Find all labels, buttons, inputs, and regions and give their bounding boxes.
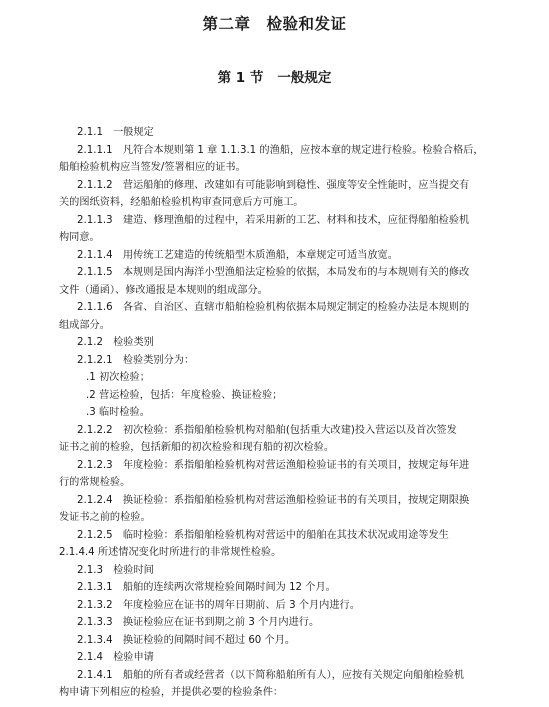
body-line: 2.1.4 检验申请	[77, 652, 154, 663]
body-line: 2.1.2.5 临时检验：系指船舶检验机构对营运中的船舶在其技术状况或用途等发生	[77, 529, 449, 541]
body-line: 2.1.1.6 各省、自治区、直辖市船舶检验机构依据本局规定制定的检验办法是本规则的	[77, 302, 470, 313]
body-line: 2.1.2.1 检验类别分为：	[77, 354, 195, 366]
body-line: 2.1.4.1 船舶的所有者或经营者（以下简称船舶所有人），应按有关规定向船舶检验机	[77, 669, 465, 681]
body-line: 2.1.2.2 初次检验：系指船舶检验机构对船舶(包括重大改建)投入营运以及首次签发	[77, 424, 457, 436]
body-line: 构同意。	[59, 232, 100, 243]
body-line: 2.1.1 一般规定	[77, 127, 154, 138]
body-line: 2.1.1.5 本规则是国内海洋小型渔船法定检验的依据，本局发布的与本规则有关的修改	[77, 267, 470, 278]
body-line: 2.1.3 检验时间	[77, 564, 154, 576]
section-number: 第 1 节	[217, 70, 264, 86]
section-heading: 一般规定	[277, 70, 332, 86]
body-line: 组成部分。	[59, 319, 110, 331]
body-line: 2.1.1.3 建造、修理渔船的过程中，若采用新的工艺、材料和技术，应征得船舶检验机	[77, 214, 470, 226]
body-line: 2.1.2 检验类别	[77, 337, 154, 348]
chapter-title	[0, 12, 549, 34]
body-line: 文件（通函）、修改通报是本规则的组成部分。	[59, 284, 268, 296]
section-title	[0, 66, 549, 86]
body-line: 2.1.2.4 换证检验：系指船舶检验机构对营运渔船检验证书的有关项目，按规定期限换	[77, 494, 470, 506]
body-line: 行的常规检验。	[59, 477, 131, 488]
body-line: 关的图纸资料，经船舶检验机构审查同意后方可施工。	[59, 197, 304, 208]
body-line: 构申请下列相应的检验，并提供必要的检验条件：	[59, 687, 284, 698]
chapter-heading: 检验和发证	[266, 15, 347, 33]
body-line: 2.1.3.4 换证检验的间隔时间不超过 60 个月。	[77, 634, 296, 646]
body-line: 2.1.1.2 营运船舶的修理、改建如有可能影响到稳性、强度等安全性能时，应当提交有	[77, 179, 470, 191]
body-line: 2.1.3.3 换证检验应在证书到期之前 3 个月内进行。	[77, 617, 320, 628]
chapter-number: 第二章	[202, 15, 251, 33]
body-line: 船舶检验机构应当签发/签署相应的证书。	[59, 162, 246, 173]
body-line: 2.1.2.3 年度检验：系指船舶检验机构对营运渔船检验证书的有关项目，按规定每年进	[77, 459, 470, 471]
body-line: 2.1.1.4 用传统工艺建造的传统船型木质渔船，本章规定可适当放宽。	[77, 249, 398, 261]
body-line: 2.1.3.2 年度检验应在证书的周年日期前、后 3 个月内进行。	[77, 599, 360, 611]
body-line: 2.1.4.4 所述情况变化时所进行的非常规性检验。	[59, 547, 282, 558]
body-line: 证书之前的检验，包括新船的初次检验和现有船的初次检验。	[59, 442, 335, 453]
body-line: 发证书之前的检验。	[59, 512, 151, 523]
body-line: .2 营运检验，包括：年度检验、换证检验；	[86, 389, 283, 401]
body-line: 2.1.3.1 船舶的连续两次常规检验间隔时间为 12 个月。	[77, 582, 336, 593]
body-line: .1 初次检验；	[86, 372, 150, 383]
body-line: .3 临时检验。	[86, 407, 150, 418]
body-line: 2.1.1.1 凡符合本规则第 1 章 1.1.3.1 的渔船，应按本章的规定进行检验。检验合格后，	[77, 144, 484, 156]
